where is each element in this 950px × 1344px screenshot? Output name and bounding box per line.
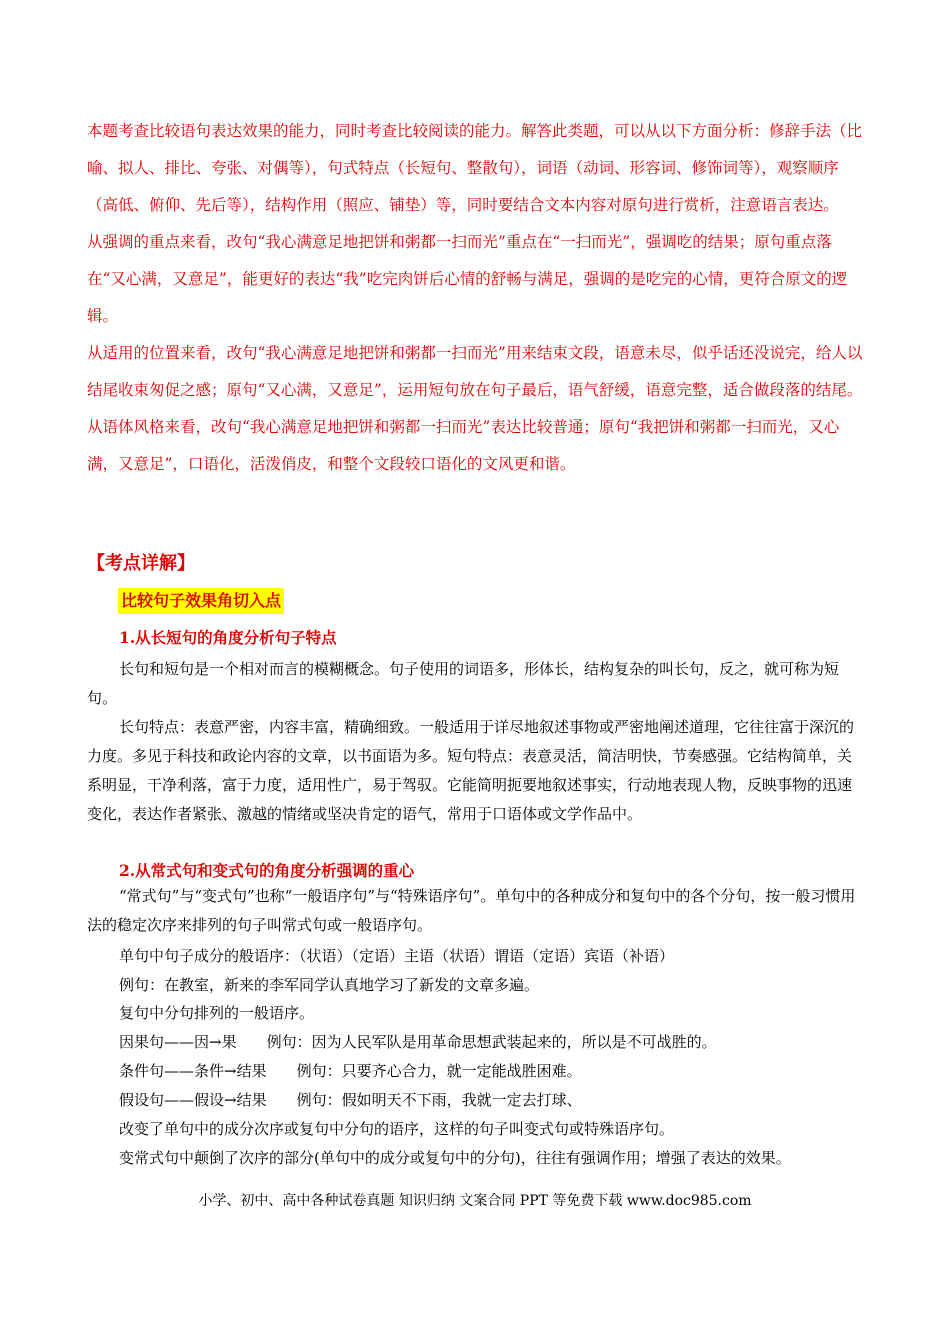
analysis-paragraph: 从强调的重点来看，改句“我心满意足地把饼和粥都一扫而光”重点在“一扫而光”，强调吃的结果；原句重点落在“又心满，又意足”，能更好的表达“我”吃完肉饼后心情的舒畅与满足，强调的是吃完的心情，更符合原文的逻辑。 <box>87 233 848 325</box>
subsection-title-1: 1.从长短句的角度分析句子特点 <box>119 628 337 647</box>
body-line: 单句中句子成分的般语序：（状语）（定语）主语（状语）谓语（定语）宾语（补语） <box>119 947 675 965</box>
body-paragraph: “常式句”与“变式句”也称“一般语序句”与“特殊语序句”。单句中的各种成分和复句中的各个分句，按一般习惯用法的稳定次序来排列的句子叫常式句或一般语序句。 <box>87 887 856 934</box>
body-line: 改变了单句中的成分次序或复句中分句的语序，这样的句子叫变式句或特殊语序句。 <box>119 1120 675 1138</box>
page-footer: 小学、初中、高中各种试卷真题 知识归纳 文案合同 PPT 等免费下载 www.doc985.com <box>198 1193 752 1209</box>
body-paragraph: 长句特点：表意严密，内容丰富，精确细致。一般适用于详尽地叙述事物或严密地阐述道理，它往往富于深沉的力度。多见于科技和政论内容的文章，以书面语为多。短句特点：表意灵活，简洁明快，节奏感强。它结构简单，关系明显，干净利落，富于力度，适用性广，易于驾驭。它能简明扼要地叙述事实，行动地表现人物，反映事物的迅速变化，表达作者紧张、激越的情绪或坚决肯定的语气，常用于口语体或文学作品中。 <box>87 718 855 823</box>
body-line: 假设句——假设→结果 例句：假如明天不下雨，我就一定去打球、 <box>119 1091 582 1109</box>
body-paragraph: 长句和短句是一个相对而言的模糊概念。句子使用的词语多，形体长，结构复杂的叫长句，反之，就可称为短句。 <box>87 660 840 707</box>
subsection-title-2: 2.从常式句和变式句的角度分析强调的重心 <box>119 861 415 880</box>
analysis-paragraph: 从语体风格来看，改句“我心满意足地把饼和粥都一扫而光”表达比较普通；原句“我把饼和粥都一扫而光，又心满，又意足”，口语化，活泼俏皮，和整个文段较口语化的文风更和谐。 <box>87 418 840 473</box>
highlighted-title: 比较句子效果角切入点 <box>118 588 284 614</box>
section-heading: 【考点详解】 <box>87 553 195 574</box>
body-line: 变常式句中颠倒了次序的部分(单句中的成分或复句中的分句)，往往有强调作用；增强了表达的效果。 <box>119 1149 791 1167</box>
body-line: 条件句——条件→结果 例句：只要齐心合力，就一定能战胜困难。 <box>119 1062 582 1080</box>
analysis-block <box>87 113 863 483</box>
analysis-paragraph: 从适用的位置来看，改句“我心满意足地把饼和粥都一扫而光”用来结束文段，语意未尽，似乎话还没说完，给人以结尾收束匆促之感；原句“又心满，又意足”，运用短句放在句子最后，语气舒缓，语意完整，适合做段落的结尾。 <box>87 344 863 399</box>
body-line: 因果句——因→果 例句：因为人民军队是用革命思想武装起来的，所以是不可战胜的。 <box>119 1033 717 1051</box>
body-line: 复句中分句排列的一般语序。 <box>119 1004 315 1022</box>
analysis-paragraph: 本题考查比较语句表达效果的能力，同时考查比较阅读的能力。解答此类题，可以从以下方面分析：修辞手法（比喻、拟人、排比、夸张、对偶等），句式特点（长短句、整散句），词语（动词、形容词、修饰词等），观察顺序（高低、俯仰、先后等），结构作用（照应、铺垫）等，同时要结合文本内容对原句进行赏析，注意语言表达。 <box>87 122 863 214</box>
body-line: 例句：在教室，新来的李军同学认真地学习了新发的文章多遍。 <box>119 976 540 994</box>
